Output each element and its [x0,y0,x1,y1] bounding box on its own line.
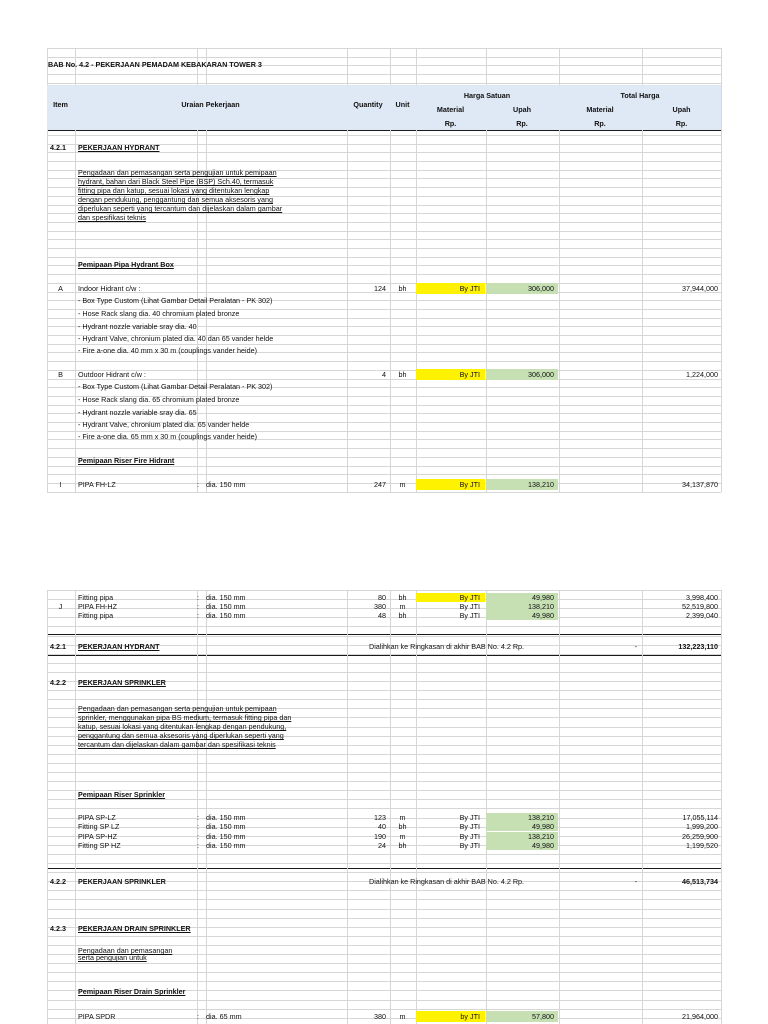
item-material: By JTI [459,822,480,831]
description-line: Pengadaan dan pemasangan serta pengujian untuk pemipaan [78,704,277,713]
colon: : [197,822,199,831]
summary-border [47,655,721,656]
item-unit: bh [398,841,407,850]
description-line: penggantung dan semua aksesoris yang diperlukan seperti yang [78,731,284,740]
description-line: serta pengujian untuk [78,953,147,962]
summary-border [47,634,721,635]
item-label: Fitting pipa [78,611,114,620]
header-rp: Rp. [444,119,457,128]
grid-row-line [47,690,721,691]
grid-row-line [47,972,721,973]
grid-row-line [47,361,721,362]
item-unit: bh [398,593,407,602]
header-uraian: Uraian Pekerjaan [181,100,240,109]
item-material: By JTI [459,602,480,611]
colon: : [197,832,199,841]
item-spec-line: - Fire a-one dia. 65 mm x 30 m (couplings vander heide) [78,432,257,441]
item-material: By JTI [459,813,480,822]
item-upah: 49,980 [532,822,554,831]
grid-row-line [47,152,721,153]
description-clip [78,953,218,962]
section-title: PEKERJAAN HYDRANT [78,143,160,152]
header-upah-total: Upah [672,105,691,114]
item-dia: dia. 150 mm [206,813,246,822]
item-dia: dia. 150 mm [206,611,246,620]
grid-col-line [486,590,487,1024]
item-qty: 48 [378,611,386,620]
item-code: J [58,602,63,611]
item-label: Fitting SP HZ [78,841,121,850]
summary-note: Dialihkan ke Ringkasan di akhir BAB No. 4.2 Rp. [369,877,525,886]
item-material: By JTI [459,284,480,293]
item-spec-line: - Box Type Custom (Lihat Gambar Detail Peralatan - PK 302) [78,382,273,391]
grid-row-line [47,231,721,232]
item-qty: 123 [374,813,386,822]
colon: : [197,841,199,850]
description-line: dan spesifikasi teknis [78,213,146,222]
item-label: Fitting pipa [78,593,114,602]
grid-row-line [47,257,721,258]
grid-col-line [197,590,198,1024]
grid-row-line [47,405,721,406]
item-label: Fitting SP LZ [78,822,120,831]
section-number: 4.2.3 [50,924,66,933]
item-unit: bh [398,822,407,831]
item-material: By JTI [459,841,480,850]
description-line: sprinkler, menggunakan pipa BS medium, termasuk fitting pipa dan [78,713,292,722]
grid-row-line [47,344,721,345]
header-rp: Rp. [675,119,688,128]
summary-total: 132,223,110 [678,642,718,651]
section-number: 4.2.1 [50,143,66,152]
item-qty: 24 [378,841,386,850]
item-total: 2,399,040 [686,611,718,620]
grid-row-line [47,57,721,58]
item-material: By JTI [459,611,480,620]
grid-row-line [47,74,721,75]
item-qty: 380 [374,1012,386,1021]
item-unit: bh [398,611,407,620]
grid-row-line [47,626,721,627]
grid-row-line [47,379,721,380]
item-qty: 40 [378,822,386,831]
grid-row-line [47,890,721,891]
colon: : [197,1012,199,1021]
grid-row-line [47,590,721,591]
grid-row-line [47,466,721,467]
item-label: PIPA SP-LZ [78,813,116,822]
item-dia: dia. 65 mm [206,1012,242,1021]
summary-note: Dialihkan ke Ringkasan di akhir BAB No. 4.2 Rp. [369,642,525,651]
grid-row-line [47,492,721,493]
description-line: fitting pipa dan katup, sesuai lokasi yang ditentukan lengkap [78,186,270,195]
sheet-title: BAB No. 4.2 - PEKERJAAN PEMADAM KEBAKARAN TOWER 3 [48,60,262,69]
section-title: PEKERJAAN SPRINKLER [78,877,166,886]
item-unit: m [399,1012,406,1021]
grid-row-line [47,161,721,162]
summary-dash: - [634,877,637,886]
item-material: By JTI [459,480,480,489]
description-line: tercantum dan dijelaskan dalam gambar dan spesifikasi teknis [78,740,276,749]
header-rp: Rp. [516,119,528,128]
colon: : [197,602,199,611]
grid-row-line [47,274,721,275]
header-material-total: Material [586,105,614,114]
grid-row-line [47,909,721,910]
item-upah: 49,980 [532,593,554,602]
item-upah: 306,000 [528,370,554,379]
item-upah: 138,210 [528,480,554,489]
grid-row-line [47,239,721,240]
grid-row-line [47,1009,721,1010]
item-spec-line: - Fire a-one dia. 40 mm x 30 m (couplings vander heide) [78,346,257,355]
item-total: 1,999,200 [686,822,718,831]
section-title: PEKERJAAN SPRINKLER [78,678,166,687]
item-code: I [59,480,62,489]
item-material: By JTI [459,832,480,841]
section-number: 4.2.2 [50,678,66,687]
grid-row-line [47,1000,721,1001]
grid-row-line [47,654,721,655]
grid-row-line [47,699,721,700]
colon: : [197,593,199,602]
item-total: 52,519,800 [682,602,718,611]
description-line: Pengadaan dan pemasangan serta pengujian untuk pemipaan [78,168,277,177]
item-total: 17,055,114 [682,813,718,822]
description-line: Pengadaan dan pemasangan [78,946,173,955]
item-qty: 4 [382,370,386,379]
item-label: Indoor Hidrant c/w : [78,284,141,293]
grid-col-line [75,590,76,1024]
item-label: PIPA FH-LZ [78,480,116,489]
item-dia: dia. 150 mm [206,602,246,611]
grid-row-line [47,448,721,449]
summary-dash: - [634,642,637,651]
section-title: PEKERJAAN DRAIN SPRINKLER [78,924,191,933]
grid-row-line [47,772,721,773]
grid-col-line [47,590,48,1024]
item-material: By JTI [459,370,480,379]
item-label: PIPA FH-HZ [78,602,117,611]
item-qty: 380 [374,602,386,611]
item-unit: m [399,832,406,841]
section-title: PEKERJAAN HYDRANT [78,642,160,651]
item-total: 1,224,000 [686,370,718,379]
grid-row-line [47,781,721,782]
grid-row-line [47,808,721,809]
item-total: 3,998,400 [686,593,718,602]
colon: : [197,611,199,620]
header-harga-satuan: Harga Satuan [463,91,511,100]
item-spec-line: - Hydrant Valve, chronium plated dia. 65 vander helde [78,420,250,429]
item-unit: bh [398,370,407,379]
grid-row-line [47,636,721,637]
description-line: hydrant, bahan dari Black Steel Pipe (BSP) Sch.40, termasuk [78,177,274,186]
grid-row-line [47,48,721,49]
item-total: 1,199,520 [686,841,718,850]
item-dia: dia. 150 mm [206,822,246,831]
grid-col-line [721,48,722,492]
item-code: B [58,370,63,379]
item-unit: bh [398,284,407,293]
item-qty: 190 [374,832,386,841]
item-total: 34,137,870 [682,480,718,489]
grid-row-line [47,318,721,319]
grid-row-line [47,135,721,136]
item-upah: 138,210 [528,813,554,822]
item-spec-line: - Hydrant Valve, chronium plated dia. 40 dan 65 vander helde [78,334,274,343]
item-label: Outdoor Hidrant c/w : [78,370,146,379]
grid-row-line [47,854,721,855]
grid-row-line [47,963,721,964]
item-unit: m [399,480,406,489]
colon: : [197,480,199,489]
description-line: diperlukan seperti yang tercantum dan dijelaskan dalam gambar [78,204,283,213]
item-total: 26,259,900 [682,832,718,841]
item-spec-line: - Hydrant nozzle variable sray dia. 40 [78,322,197,331]
grid-row-line [47,474,721,475]
item-label: PIPA SP-HZ [78,832,118,841]
item-label: PIPA SPDR [78,1012,116,1021]
item-dia: dia. 150 mm [206,832,246,841]
header-border [47,130,721,131]
section-number: 4.2.2 [50,877,66,886]
subsection-title: Pemipaan Pipa Hydrant Box [78,260,174,269]
grid-row-line [47,799,721,800]
grid-row-line [47,83,721,84]
item-dia: dia. 150 mm [206,480,246,489]
grid-row-line [47,763,721,764]
header-unit: Unit [395,100,410,109]
header-rp: Rp. [594,119,606,128]
grid-col-line [347,590,348,1024]
header-upah: Upah [513,105,531,114]
header-item: Item [53,100,68,109]
subsection-title: Pemipaan Riser Sprinkler [78,790,166,799]
item-material: by JTI [460,1012,480,1021]
item-upah: 138,210 [528,832,554,841]
grid-col-line [559,590,560,1024]
grid-row-line [47,213,721,214]
grid-col-line [416,590,417,1024]
item-upah: 57,800 [532,1012,554,1021]
description-line: dengan pendukung, penggantung dan semua aksesoris yang [78,195,274,204]
item-upah: 138,210 [528,602,554,611]
grid-row-line [47,899,721,900]
grid-row-line [47,248,721,249]
grid-row-line [47,863,721,864]
grid-row-line [47,981,721,982]
item-unit: m [399,602,406,611]
grid-row-line [47,754,721,755]
grid-col-line [206,590,207,1024]
subsection-title: Pemipaan Riser Fire Hidrant [78,456,175,465]
item-dia: dia. 150 mm [206,593,246,602]
item-spec-line: - Hose Rack slang dia. 40 chromium plated bronze [78,309,240,318]
item-spec-line: - Box Type Custom (Lihat Gambar Detail Peralatan - PK 302) [78,296,273,305]
grid-row-line [47,663,721,664]
colon: : [197,813,199,822]
item-upah: 49,980 [532,611,554,620]
item-material: By JTI [459,593,480,602]
item-spec-line: - Hydrant nozzle variable sray dia. 65 [78,408,197,417]
grid-row-line [47,936,721,937]
summary-total: 46,513,734 [682,877,718,886]
grid-row-line [47,918,721,919]
item-dia: dia. 150 mm [206,841,246,850]
header-total-harga: Total Harga [620,91,660,100]
item-qty: 80 [378,593,386,602]
section-number: 4.2.1 [50,642,66,651]
item-qty: 124 [374,284,386,293]
item-total: 37,944,000 [682,284,718,293]
item-qty: 247 [374,480,386,489]
grid-row-line [47,672,721,673]
item-upah: 49,980 [532,841,554,850]
grid-row-line [47,222,721,223]
item-upah: 306,000 [528,284,554,293]
item-unit: m [399,813,406,822]
grid-row-line [47,872,721,873]
header-material: Material [436,105,465,114]
grid-col-line [390,590,391,1024]
item-spec-line: - Hose Rack slang dia. 65 chromium plated bronze [78,395,240,404]
description-line: katup, sesuai lokasi yang ditentukan lengkap dengan pendukung, [78,722,287,731]
header-quantity: Quantity [353,100,383,109]
grid-col-line [642,590,643,1024]
summary-border [47,868,721,869]
item-total: 21,964,000 [682,1012,718,1021]
subsection-title: Pemipaan Riser Drain Sprinkler [78,987,186,996]
grid-col-line [721,590,722,1024]
item-code: A [58,284,63,293]
